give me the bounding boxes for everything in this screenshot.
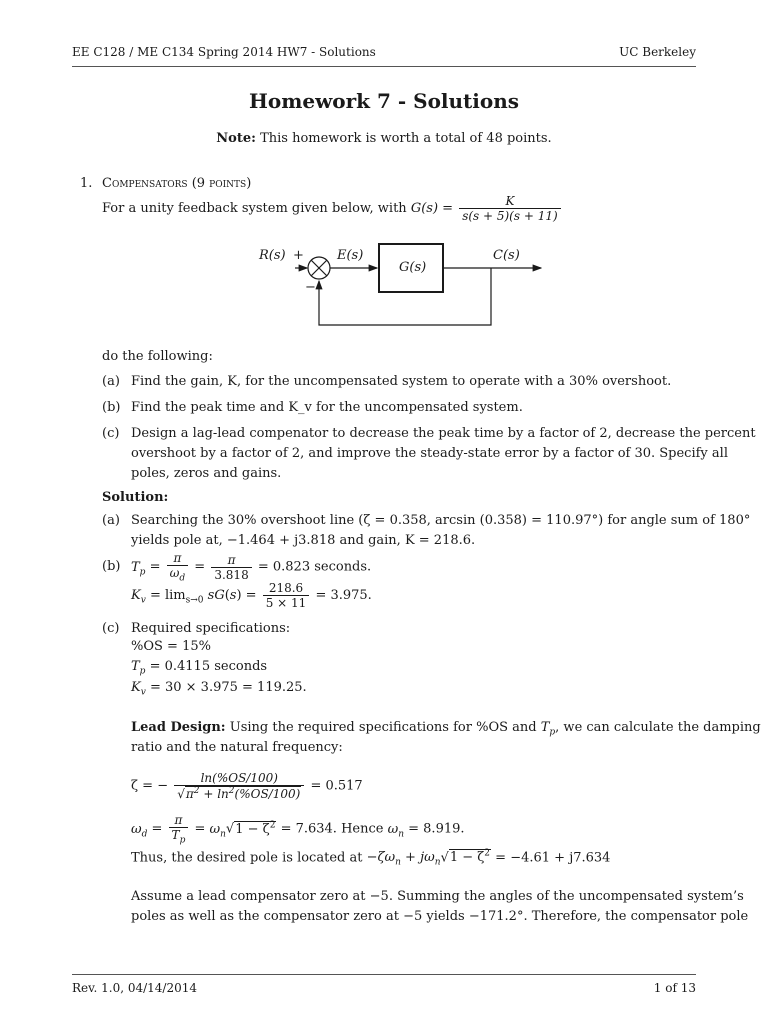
omega-equation: $\omega_d$ = $\frac{\pi}{T_p}$ = $\omega_n√1 - \zeta^2 = 7.634$. Hence $\omega_n = 8.919$. [131, 813, 465, 846]
omega-n-value: = 8.919. [408, 821, 465, 837]
question-c-line2: overshoot by a factor of 2, and improve the steady-state error by a factor of 30. Specify all [131, 446, 728, 461]
omega-rhs: = 7.634. Hence [280, 821, 384, 837]
g-numerator: K [505, 194, 515, 208]
running-header-left: EE C128 / ME C134 Spring 2014 HW7 - Solutions [72, 45, 376, 59]
intro-text: For a unity feedback system given below, with [102, 201, 407, 216]
tp-fraction-1 [167, 551, 189, 583]
solution-c-line3: $T_p = 0.4115$ seconds [131, 659, 268, 677]
para2-line1: Assume a lead compensator zero at −5. Summing the angles of the uncompensated system’s [131, 889, 744, 904]
question-c-label: (c) [102, 426, 120, 441]
tp-den2: 3.818 [211, 567, 251, 582]
g-fraction [459, 194, 560, 223]
problem-intro [102, 194, 563, 223]
note [0, 131, 768, 146]
minus-sign: − [305, 280, 316, 295]
g-lhs: G(s) = [410, 201, 454, 216]
tp-result: = 0.823 seconds. [257, 559, 372, 575]
lead-design-label: Lead Design: [131, 720, 226, 735]
question-a-label: (a) [102, 374, 120, 389]
solution-c-line1: Required specifications: [131, 621, 291, 636]
kv-equation: $K_v = \lim_{s\to 0} sG(s)$ = $\frac{218.6}{5 \times 11}$ = 3.975. [131, 581, 372, 610]
desired-pole-line: Thus, the desired pole is located at $-\zeta\omega_n + j\omega_n√1 - \zeta^2 = -4.61 + j7.634$ [131, 849, 611, 868]
do-following: do the following: [102, 349, 213, 364]
problem-points: (9 points) [191, 176, 252, 191]
input-label: R(s) [259, 248, 286, 263]
tp-num1: π [173, 551, 182, 565]
solution-a-line2: yields pole at, −1.464 + j3.818 and gain, K = 218.6. [131, 533, 476, 548]
zeta-fraction [174, 771, 304, 801]
problem-name: Compensators [102, 176, 188, 191]
kv-spec: = 30 × 3.975 = 119.25. [149, 680, 307, 695]
question-c-line1: Design a lag-lead compenator to decrease the peak time by a factor of 2, decrease the percent [131, 426, 756, 441]
omega-fraction: $\frac{\pi}{T_p}$ [169, 813, 189, 845]
desired-text: Thus, the desired pole is located at [131, 850, 363, 866]
output-label: C(s) [493, 248, 520, 263]
problem-number: 1. [80, 176, 93, 191]
question-b-text: Find the peak time and K_v for the uncompensated system. [131, 400, 523, 415]
tp-spec: = 0.4115 seconds [149, 659, 268, 674]
zeta-lhs: ζ = − [131, 778, 169, 794]
footer-page-number: 1 of 13 [653, 981, 696, 995]
para2-line2: poles as well as the compensator zero at −5 yields −171.2°. Therefore, the compensator pole [131, 909, 749, 924]
g-denominator: s(s + 5)(s + 11) [459, 208, 560, 223]
plant-label: G(s) [399, 260, 427, 275]
zeta-den: $√\pi^2 + \ln^2(\%OS/100)$ [174, 785, 304, 801]
kv-result: = 3.975. [315, 588, 372, 603]
peak-time-equation: $T_p$ = $\frac{\pi}{\omega_d}$ = $\frac{\pi}{3.818}$ = 0.823 seconds. [131, 551, 372, 584]
solution-a-line1: Searching the 30% overshoot line (ζ = 0.358, arcsin (0.358) = 110.97°) for angle sum of 180° [131, 513, 751, 528]
zeta-equation [131, 771, 363, 801]
solution-c-line4: $K_v = 30 \times 3.975 = 119.25$. [131, 680, 307, 698]
footer-revision: Rev. 1.0, 04/14/2014 [72, 981, 197, 995]
desired-rhs: = −4.61 + j7.634 [495, 850, 611, 866]
solution-a-label: (a) [102, 513, 120, 528]
zeta-rhs: = 0.517 [310, 778, 363, 794]
running-header-right: UC Berkeley [619, 45, 696, 59]
note-label: Note: [216, 131, 256, 146]
solution-c-label: (c) [102, 621, 120, 636]
question-c-line3: poles, zeros and gains. [131, 466, 282, 481]
note-text: This homework is worth a total of 48 points. [260, 131, 552, 146]
page-title: Homework 7 - Solutions [248, 89, 520, 113]
lead-design-line2: ratio and the natural frequency: [131, 740, 343, 755]
zeta-num: ln(%OS/100) [200, 771, 278, 785]
header-rule [72, 66, 696, 67]
question-a-text: Find the gain, K, for the uncompensated system to operate with a 30% overshoot. [131, 374, 672, 389]
tp-fraction-2 [211, 553, 251, 582]
tp-num2: π [227, 552, 236, 567]
problem-heading [102, 176, 251, 191]
solution-b-label: (b) [102, 559, 121, 574]
lead-text1b: , we can calculate the damping [555, 720, 761, 735]
lead-design-line1: Lead Design: Using the required specifications for %OS and $T_p$, we can calculate the damping [131, 720, 761, 738]
solution-label: Solution: [102, 490, 169, 505]
footer-rule [72, 974, 696, 975]
plus-sign: + [293, 248, 304, 263]
lead-text1: Using the required specifications for %OS and [229, 720, 537, 735]
error-label: E(s) [337, 248, 364, 263]
question-b-label: (b) [102, 400, 121, 415]
kv-fraction [263, 581, 310, 610]
kv-den: 5 × 11 [263, 595, 310, 610]
tp-den1: $\omega_d$ [167, 565, 189, 583]
kv-num: 218.6 [268, 581, 304, 595]
block-diagram [255, 240, 555, 332]
solution-c-line2: %OS = 15% [131, 639, 211, 654]
